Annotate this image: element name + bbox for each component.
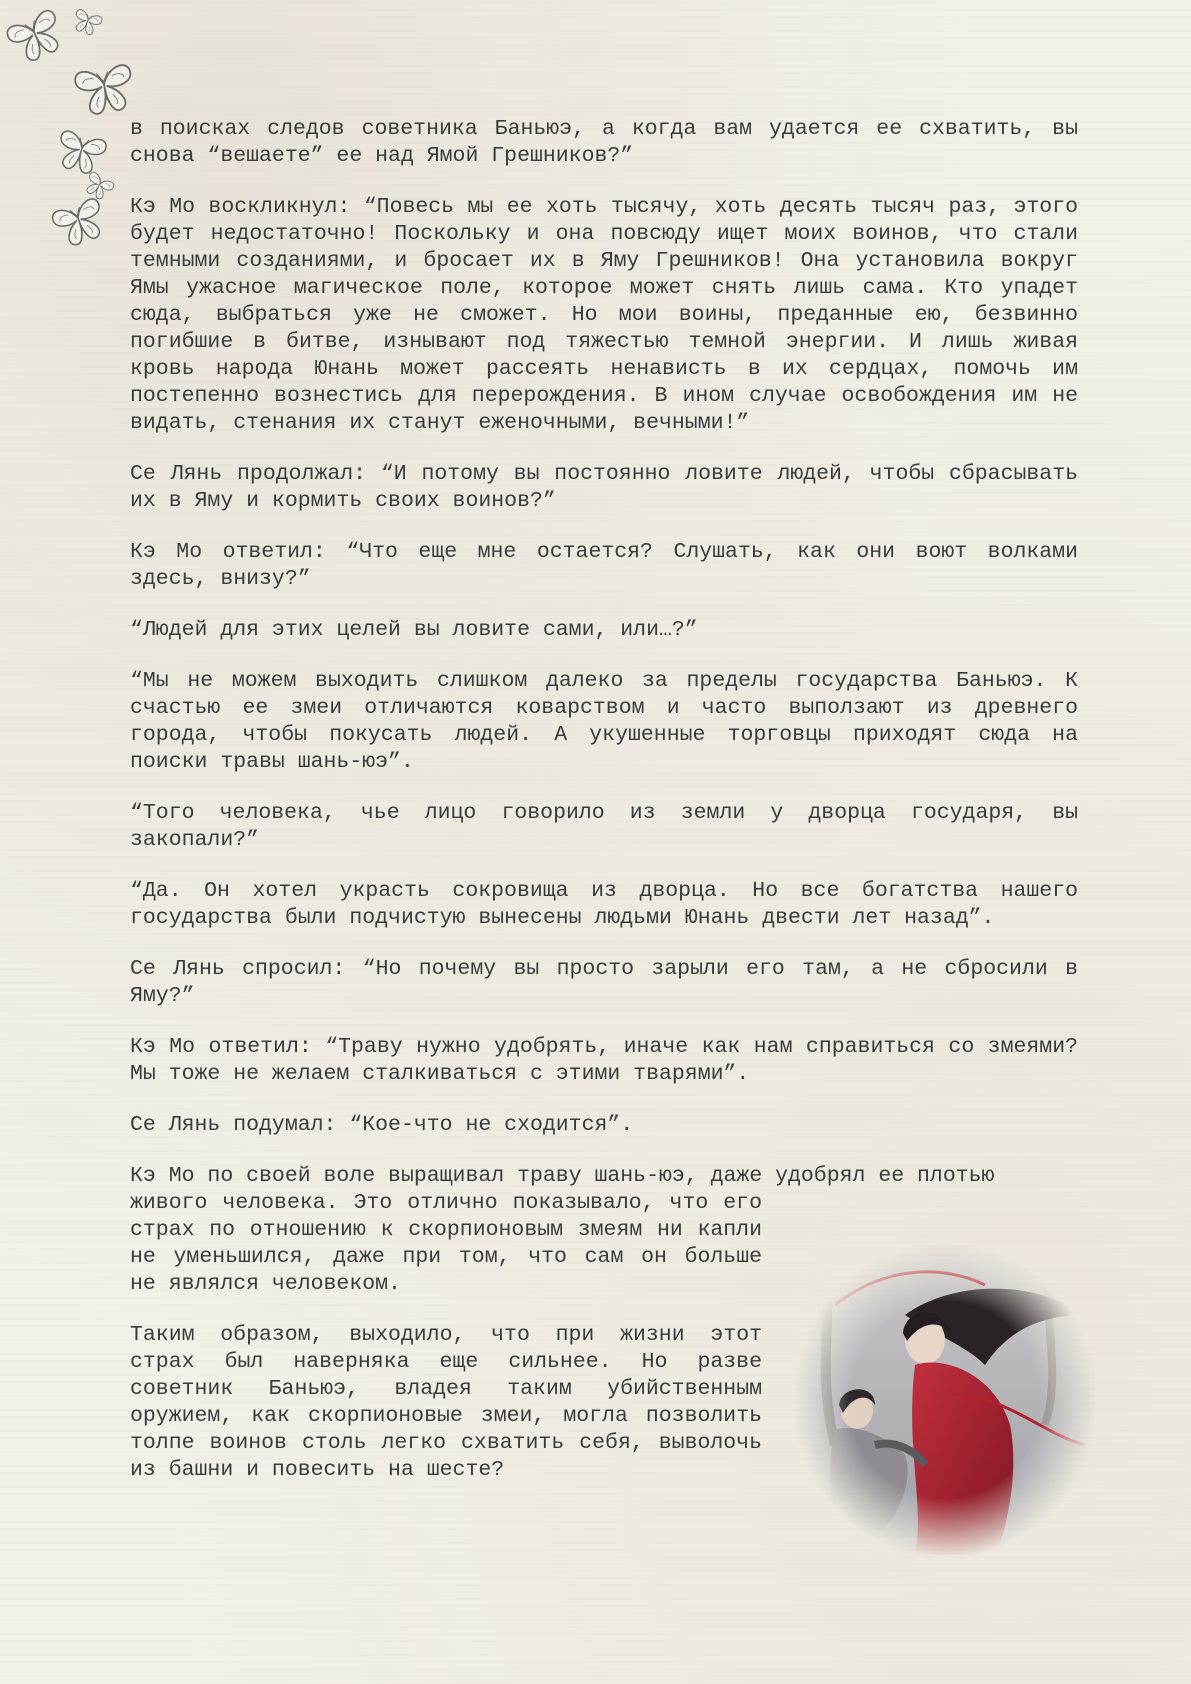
- butterfly-icon: [82, 171, 116, 203]
- paragraph: “Да. Он хотел украсть сокровища из дворца. Но все богатства нашего государства были подчистую вынесены людьми Юнань двести лет назад”.: [130, 879, 1078, 930]
- two-figures-illustration: [795, 1245, 1095, 1555]
- paragraph: Се Лянь продолжал: “И потому вы постоянно ловите людей, чтобы сбрасывать их в Яму и кормить своих воинов?”: [130, 462, 1078, 513]
- paragraph: “Мы не можем выходить слишком далеко за пределы государства Баньюэ. К счастью ее змеи отличаются коварством и часто выползают из древнего города, чтобы покусать людей. А укушенные торговцы приходят сюда на поиски травы шань-юэ”.: [130, 669, 1078, 774]
- paragraph: живого человека. Это отлично показывало, что его страх по отношению к скорпионовым змеям ни капли не уменьшился, даже при том, что сам он больше не являлся человеком.: [130, 1191, 762, 1296]
- paragraph: “Того человека, чье лицо говорило из земли у дворца государя, вы закопали?”: [130, 801, 1078, 852]
- paragraph: Кэ Мо воскликнул: “Повесь мы ее хоть тысячу, хоть десять тысяч раз, этого будет недостаточно! Поскольку и она повсюду ищет моих воинов, что стали темными созданиями, и бросает их в Яму Грешников! Она установила вокруг Ямы ужасное магическое поле, которое может снять лишь сама. Кто упадет сюда, выбраться уже не сможет. Но мои воины, преданные ею, безвинно погибшие в битве, изнывают под тяжестью темной энергии. И лишь живая кровь народа Юнань может рассеять ненависть в их сердцах, помочь им постепенно вознестись для перерождения. В ином случае освобождения им не видать, стенания их станут еженочными, вечными!”: [130, 195, 1078, 435]
- paragraph: Кэ Мо ответил: “Что еще мне остается? Слушать, как они воют волками здесь, внизу?”: [130, 540, 1078, 591]
- paragraph: Кэ Мо ответил: “Траву нужно удобрять, иначе как нам справиться со змеями? Мы тоже не желаем сталкиваться с этими тварями”.: [130, 1035, 1078, 1086]
- wrapped-text-block: [130, 1190, 762, 1484]
- butterflies-decoration: [0, 0, 140, 260]
- butterfly-icon: [74, 64, 136, 117]
- paragraph: “Людей для этих целей вы ловите сами, или…?”: [130, 618, 698, 642]
- paragraph: в поисках следов советника Баньюэ, а когда вам удается ее схватить, вы снова “вешаете” ее над Ямой Грешников?”: [130, 117, 1078, 168]
- butterfly-icon: [5, 8, 68, 66]
- butterfly-icon: [71, 8, 103, 37]
- butterfly-icon: [54, 130, 108, 177]
- paragraph: Таким образом, выходило, что при жизни этот страх был наверняка еще сильнее. Но разве советник Баньюэ, владея таким убийственным оружием, как скорпионовые змеи, могла позволить толпе воинов столь легко схватить себя, выволочь из башни и повесить на шесте?: [130, 1323, 762, 1482]
- paragraph: Кэ Мо по своей воле выращивал траву шань-юэ, даже удобрял ее плотью: [130, 1164, 995, 1188]
- paragraph: Се Лянь спросил: “Но почему вы просто зарыли его там, а не сбросили в Яму?”: [130, 957, 1078, 1008]
- paragraph: Се Лянь подумал: “Кое-что не сходится”.: [130, 1113, 634, 1137]
- butterfly-icon: [51, 197, 110, 249]
